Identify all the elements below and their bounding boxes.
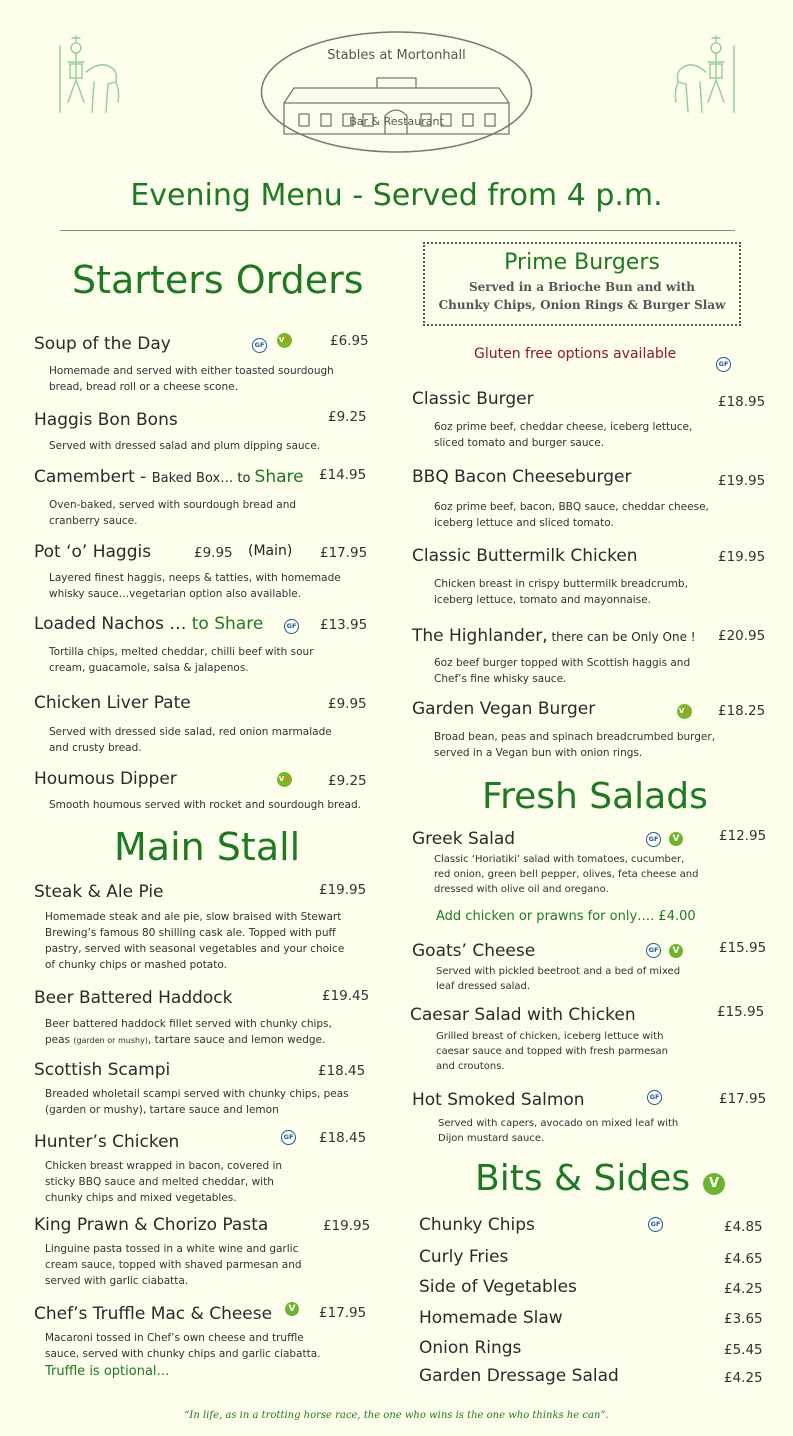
burger-vegan-price: £18.25 [718,703,766,719]
main-mac-cheese-desc: Macaroni tossed in Chef’s own cheese and truffle sauce, served with chunky chips and garlic ciabatta. [45,1332,321,1360]
burger-chicken-name: Classic Buttermilk Chicken [412,546,638,566]
share-label: to Share [191,614,264,634]
salad-greek-name: Greek Salad [412,829,516,849]
side-onion-name: Onion Rings [419,1338,522,1358]
burger-bbq-desc: 6oz prime beef, bacon, BBQ sauce, cheddar cheese, iceberg lettuce and sliced tomato. [434,501,709,529]
salad-caesar-desc: Grilled breast of chicken, iceberg lettuce with caesar sauce and topped with fresh parmesan and croutons. [436,1031,668,1072]
salad-greek-desc: Classic ‘Horiatiki’ salad with tomatoes, cucumber, red onion, green bell pepper, olives, feta cheese and dressed with olive oil and oregano. [434,854,699,895]
starter-pot-haggis-price: £17.95 [320,545,368,561]
main-haddock-price: £19.45 [322,988,370,1004]
main-mac-cheese-name: Chef’s Truffle Mac & Cheese [34,1304,273,1324]
side-slaw-price: £3.65 [724,1311,763,1327]
salad-salmon-name: Hot Smoked Salmon [412,1090,585,1110]
logo-top-text: Stables at Mortonhall [327,48,466,63]
side-slaw-name: Homemade Slaw [419,1308,563,1328]
main-mac-cheese-price: £17.95 [319,1305,367,1321]
main-haddock-desc [45,1016,355,1049]
starter-nachos-desc: Tortilla chips, melted cheddar, chilli beef with sour cream, guacamole, salsa & jalapenos. [49,646,314,674]
gluten-free-icon: GF [716,357,731,372]
gluten-free-icon: GF [648,1217,663,1232]
gluten-free-icon: GF [252,338,267,353]
main-label: (Main) [248,543,293,559]
starter-camembert-subtitle: Baked Box… to [151,471,255,486]
burger-highlander-title: The Highlander, [412,626,548,646]
gluten-free-icon: GF [284,619,299,634]
logo [259,30,534,154]
starter-haggis-bonbons-desc: Served with dressed salad and plum dipping sauce. [49,440,321,452]
vegetarian-icon: V [703,1173,725,1195]
salad-caesar-name: Caesar Salad with Chicken [410,1005,636,1025]
main-pie-desc: Homemade steak and ale pie, slow braised with Stewart Brewing’s famous 80 shilling cask ale. Topped with puff pastry, served with seasonal vegetables and your choice of chunky chips or mashed potato. [45,911,345,971]
starter-pate-name: Chicken Liver Pate [34,693,191,713]
main-pasta-desc: Linguine pasta tossed in a white wine and garlic cream sauce, topped with shaved parmesan and served with garlic ciabatta. [45,1243,302,1287]
gluten-free-note: Gluten free options available [474,346,677,362]
main-haddock-name: Beer Battered Haddock [34,988,233,1008]
logo-bottom-text: Bar & Restaurant [349,115,444,128]
starter-soup-desc: Homemade and served with either toasted sourdough bread, bread roll or a cheese scone. [49,365,334,393]
starter-soup-name: Soup of the Day [34,334,171,354]
main-hunters-desc: Chicken breast wrapped in bacon, covered in sticky BBQ sauce and melted cheddar, with chunky chips and mixed vegetables. [45,1160,283,1204]
side-salad-price: £4.25 [724,1370,763,1386]
burger-chicken-price: £19.95 [718,549,766,565]
side-veg-name: Side of Vegetables [419,1277,577,1297]
starter-pate-desc: Served with dressed side salad, red onion marmalade and crusty bread. [49,726,332,754]
salad-goats-price: £15.95 [719,940,767,956]
sides-heading: Bits & Sides [475,1158,691,1199]
burger-bbq-price: £19.95 [718,473,766,489]
main-pie-price: £19.95 [319,882,367,898]
burgers-subtitle-1: Served in a Brioche Bun and with [468,280,696,294]
main-hunters-name: Hunter’s Chicken [34,1132,180,1152]
burger-bbq-name: BBQ Bacon Cheeseburger [412,467,632,487]
vegan-icon: VG [277,772,292,787]
starter-camembert-desc: Oven-baked, served with sourdough bread and cranberry sauce. [49,499,297,527]
gluten-free-icon: GF [646,943,661,958]
main-pie-name: Steak & Ale Pie [34,882,164,902]
main-hunters-price: £18.45 [319,1130,367,1146]
salad-caesar-price: £15.95 [717,1004,765,1020]
starter-nachos-price: £13.95 [320,617,368,633]
main-haddock-desc-small: (garden or mushy) [73,1036,148,1045]
starter-houmous-price: £9.25 [328,773,367,789]
burger-chicken-desc: Chicken breast in crispy buttermilk breadcrumb, iceberg lettuce, tomato and mayonnaise. [434,578,688,606]
starter-nachos-name [34,614,263,634]
footer-quote: “In life, as in a trotting horse race, the one who wins is the one who thinks he can”. [184,1410,609,1421]
side-veg-price: £4.25 [724,1281,763,1297]
burger-vegan-desc: Broad bean, peas and spinach breadcrumbed burger, served in a Vegan bun with onion rings. [434,731,716,759]
burgers-subtitle-2: Chunky Chips, Onion Rings & Burger Slaw [438,298,726,312]
starter-camembert-name [34,467,304,487]
salad-greek-price: £12.95 [719,828,767,844]
salad-addon-note: Add chicken or prawns for only…. £4.00 [436,909,696,924]
burger-highlander-tagline: there can be Only One ! [547,630,696,644]
starter-pot-haggis-starter-price: £9.95 [194,545,233,561]
main-pasta-name: King Prawn & Chorizo Pasta [34,1215,269,1235]
starter-haggis-bonbons-price: £9.25 [328,409,367,425]
page-title: Evening Menu - Served from 4 p.m. [130,178,663,213]
burgers-heading: Prime Burgers [504,250,660,275]
burger-highlander-desc: 6oz beef burger topped with Scottish haggis and Chef’s fine whisky sauce. [434,657,691,685]
salad-salmon-price: £17.95 [719,1091,767,1107]
gluten-free-icon: GF [647,1090,662,1105]
main-scampi-desc: Breaded wholetail scampi served with chunky chips, peas (garden or mushy), tartare sauce and lemon [45,1088,349,1116]
salad-salmon-desc: Served with capers, avocado on mixed leaf with Dijon mustard sauce. [438,1118,679,1144]
burger-classic-name: Classic Burger [412,389,534,409]
starter-soup-price: £6.95 [330,333,369,349]
starter-camembert-price: £14.95 [319,467,367,483]
mains-heading: Main Stall [114,825,301,869]
starter-pot-haggis-name: Pot ‘o’ Haggis [34,542,152,562]
side-curly-price: £4.65 [724,1251,763,1267]
side-curly-name: Curly Fries [419,1247,509,1267]
burger-classic-price: £18.95 [718,394,766,410]
truffle-note: Truffle is optional… [45,1364,170,1379]
burger-vegan-name: Garden Vegan Burger [412,699,596,719]
vegetarian-icon: V [669,944,683,958]
starter-pate-price: £9.95 [328,696,367,712]
starter-camembert-title: Camembert - [34,467,152,487]
vegetarian-icon: V [669,832,683,846]
starter-nachos-title: Loaded Nachos … [34,614,192,634]
main-scampi-name: Scottish Scampi [34,1060,171,1080]
salad-goats-name: Goats’ Cheese [412,941,536,961]
main-haddock-desc-a: Beer battered haddock fillet served with chunky chips, peas [45,1018,332,1046]
vegetarian-icon: V [285,1302,299,1316]
starter-haggis-bonbons-name: Haggis Bon Bons [34,410,178,430]
side-chips-price: £4.85 [724,1219,763,1235]
share-label: Share [254,467,304,487]
gluten-free-icon: GF [646,832,661,847]
burger-classic-desc: 6oz prime beef, cheddar cheese, iceberg lettuce, sliced tomato and burger sauce. [434,421,693,449]
starter-houmous-name: Houmous Dipper [34,769,177,789]
salad-goats-desc: Served with pickled beetroot and a bed of mixed leaf dressed salad. [436,966,681,992]
main-scampi-price: £18.45 [318,1063,366,1079]
starter-pot-haggis-desc: Layered finest haggis, neeps & tatties, with homemade whisky sauce…vegetarian option also available. [49,572,341,600]
side-salad-name: Garden Dressage Salad [419,1366,619,1386]
side-chips-name: Chunky Chips [419,1215,535,1235]
side-onion-price: £5.45 [724,1342,763,1358]
vegan-icon: VG [677,704,692,719]
starters-heading: Starters Orders [72,258,364,302]
main-pasta-price: £19.95 [323,1218,371,1234]
header-divider [60,230,735,231]
knight-horse-left-icon [46,32,126,122]
knight-horse-right-icon [670,32,750,122]
main-haddock-desc-b: , tartare sauce and lemon wedge. [147,1034,326,1046]
burger-highlander-price: £20.95 [718,628,766,644]
vegan-icon: VG [277,333,292,348]
burger-highlander-name [412,626,696,646]
salads-heading: Fresh Salads [482,776,708,817]
gluten-free-icon: GF [281,1130,296,1145]
starter-houmous-desc: Smooth houmous served with rocket and sourdough bread. [49,799,361,811]
